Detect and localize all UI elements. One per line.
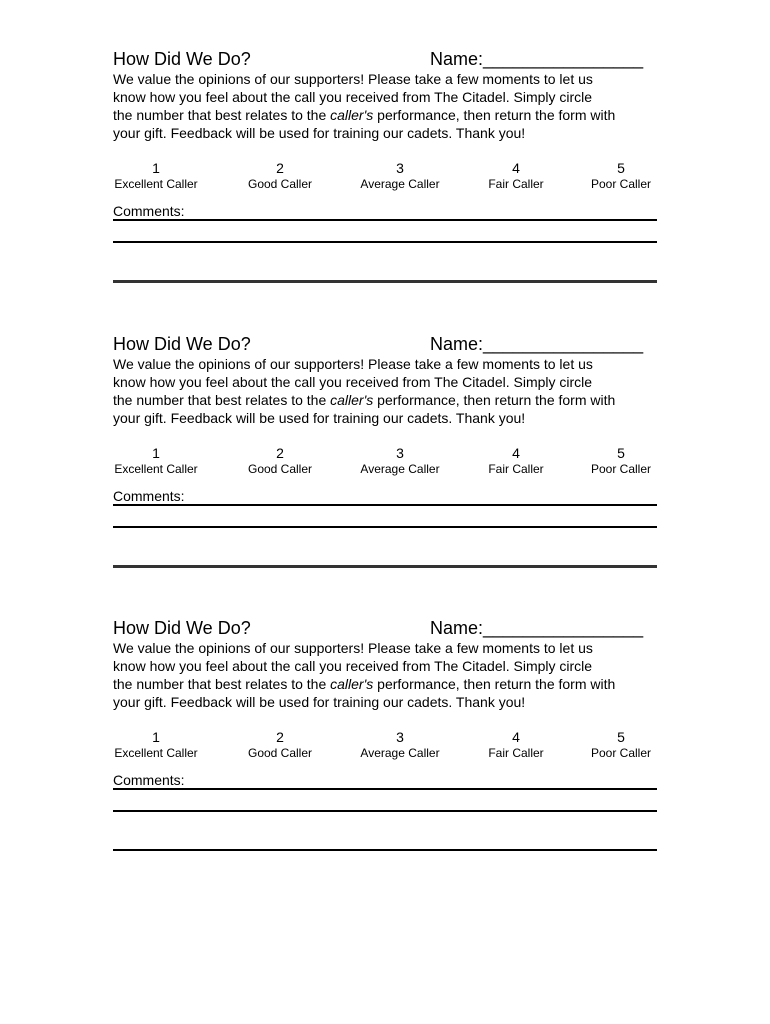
form-header xyxy=(113,617,657,639)
form-title: How Did We Do? xyxy=(113,334,251,354)
rating-option-2[interactable] xyxy=(220,729,340,761)
comments-label: Comments: xyxy=(113,772,185,788)
rating-label: Average Caller xyxy=(360,177,440,191)
feedback-form-1 xyxy=(113,48,657,219)
rating-number: 2 xyxy=(276,729,284,745)
intro-emphasis: caller's xyxy=(330,676,374,692)
intro-emphasis: caller's xyxy=(330,392,374,408)
rating-option-4[interactable] xyxy=(456,445,576,477)
intro-line: know how you feel about the call you received from The Citadel. Simply circle xyxy=(113,658,593,674)
name-field[interactable]: Name:________________ xyxy=(430,334,644,354)
rating-number: 5 xyxy=(617,729,625,745)
rating-label: Average Caller xyxy=(360,746,440,760)
rating-option-4[interactable] xyxy=(456,160,576,192)
rating-number: 2 xyxy=(276,445,284,461)
rating-number: 3 xyxy=(396,445,404,461)
rating-number: 1 xyxy=(152,160,160,176)
form-title: How Did We Do? xyxy=(113,618,251,638)
comment-line[interactable] xyxy=(113,526,657,528)
intro-line: know how you feel about the call you received from The Citadel. Simply circle xyxy=(113,374,593,390)
rating-option-5[interactable] xyxy=(561,729,681,761)
rating-option-2[interactable] xyxy=(220,445,340,477)
rating-label: Poor Caller xyxy=(590,177,652,191)
rating-number: 4 xyxy=(512,729,520,745)
rating-label: Good Caller xyxy=(247,462,313,476)
rating-label: Average Caller xyxy=(360,462,440,476)
intro-line: We value the opinions of our supporters! Please take a few moments to let us xyxy=(113,640,593,656)
intro-line: your gift. Feedback will be used for training our cadets. Thank you! xyxy=(113,125,526,141)
comments-section xyxy=(113,488,657,504)
rating-label: Poor Caller xyxy=(590,746,652,760)
rating-option-5[interactable] xyxy=(561,445,681,477)
comment-line[interactable] xyxy=(113,241,657,243)
rating-label: Good Caller xyxy=(247,746,313,760)
rating-number: 3 xyxy=(396,160,404,176)
rating-number: 4 xyxy=(512,445,520,461)
intro-text: performance, then return the form with xyxy=(373,676,616,692)
intro-text: performance, then return the form with xyxy=(373,392,616,408)
feedback-form-2 xyxy=(113,333,657,504)
rating-label: Excellent Caller xyxy=(114,462,198,476)
comment-line[interactable] xyxy=(113,849,657,851)
rating-option-3[interactable] xyxy=(340,445,460,477)
rating-number: 1 xyxy=(152,445,160,461)
rating-number: 3 xyxy=(396,729,404,745)
rating-label: Fair Caller xyxy=(488,177,544,191)
rating-label: Fair Caller xyxy=(488,462,544,476)
rating-number: 1 xyxy=(152,729,160,745)
intro-text: performance, then return the form with xyxy=(373,107,616,123)
rating-scale xyxy=(113,445,657,485)
intro-line: know how you feel about the call you received from The Citadel. Simply circle xyxy=(113,89,593,105)
intro-line: We value the opinions of our supporters! Please take a few moments to let us xyxy=(113,356,593,372)
rating-option-4[interactable] xyxy=(456,729,576,761)
form-header xyxy=(113,333,657,355)
rating-number: 4 xyxy=(512,160,520,176)
rating-option-5[interactable] xyxy=(561,160,681,192)
comments-label: Comments: xyxy=(113,203,185,219)
intro-paragraph xyxy=(113,639,657,711)
rating-number: 5 xyxy=(617,445,625,461)
rating-scale xyxy=(113,729,657,769)
rating-option-1[interactable] xyxy=(96,729,216,761)
name-field[interactable]: Name:________________ xyxy=(430,49,644,69)
comments-section xyxy=(113,203,657,219)
intro-line: your gift. Feedback will be used for training our cadets. Thank you! xyxy=(113,694,526,710)
rating-option-1[interactable] xyxy=(96,160,216,192)
form-header xyxy=(113,48,657,70)
rating-label: Poor Caller xyxy=(590,462,652,476)
intro-text: the number that best relates to the xyxy=(113,676,331,692)
rating-number: 5 xyxy=(617,160,625,176)
form-title: How Did We Do? xyxy=(113,49,251,69)
intro-paragraph xyxy=(113,70,657,142)
intro-emphasis: caller's xyxy=(330,107,374,123)
feedback-form-3 xyxy=(113,617,657,788)
rating-label: Fair Caller xyxy=(488,746,544,760)
intro-line: your gift. Feedback will be used for training our cadets. Thank you! xyxy=(113,410,526,426)
rating-scale xyxy=(113,160,657,200)
comment-line[interactable] xyxy=(113,219,657,221)
comment-line[interactable] xyxy=(113,504,657,506)
intro-line xyxy=(113,391,657,409)
name-field[interactable]: Name:________________ xyxy=(430,618,644,638)
rating-label: Good Caller xyxy=(247,177,313,191)
rating-option-3[interactable] xyxy=(340,729,460,761)
intro-line xyxy=(113,106,657,124)
rating-option-3[interactable] xyxy=(340,160,460,192)
comments-label: Comments: xyxy=(113,488,185,504)
intro-text: the number that best relates to the xyxy=(113,107,331,123)
comment-line[interactable] xyxy=(113,788,657,790)
rating-option-1[interactable] xyxy=(96,445,216,477)
rating-label: Excellent Caller xyxy=(114,746,198,760)
comment-line[interactable] xyxy=(113,810,657,812)
comment-line[interactable] xyxy=(113,565,657,568)
comments-section xyxy=(113,772,657,788)
rating-option-2[interactable] xyxy=(220,160,340,192)
rating-label: Excellent Caller xyxy=(114,177,198,191)
intro-line xyxy=(113,675,657,693)
intro-text: the number that best relates to the xyxy=(113,392,331,408)
intro-line: We value the opinions of our supporters! Please take a few moments to let us xyxy=(113,71,593,87)
rating-number: 2 xyxy=(276,160,284,176)
intro-paragraph xyxy=(113,355,657,427)
comment-line[interactable] xyxy=(113,280,657,283)
